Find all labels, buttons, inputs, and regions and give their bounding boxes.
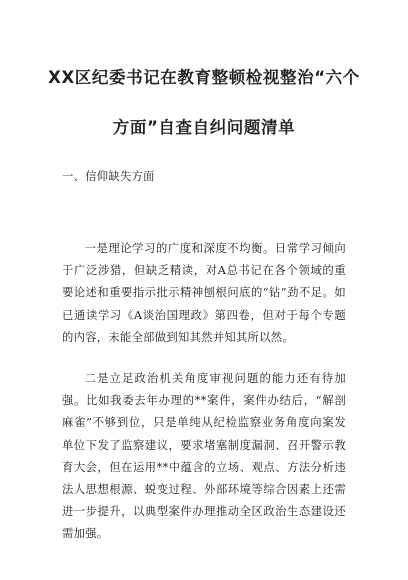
paragraph-2: 二是立足政治机关角度审视问题的能力还有待加强。比如我委去年办理的**案件，案件办结后，“解剖麻雀”不够到位，只是单纯从纪检监察业务角度向案发单位下发了监察建议，要求堵塞制度漏洞、召开警示教育大会，但在运用**中蕴含的立场、观点、方法分析违法人思想根源、蜕变过程、外部环境等综合因素上还需进一步提升，以典型案件办理推动全区政治生态建设还需加强。 bbox=[62, 372, 346, 541]
document-title-line-2: 方面”自查自纠问题清单 bbox=[112, 118, 296, 137]
section-heading: 一、信仰缺失方面 bbox=[62, 170, 155, 183]
document-title-line-1: XX区纪委书记在教育整顿检视整治“六个 bbox=[48, 68, 360, 87]
paragraph-1: 一是理论学习的广度和深度不均衡。日常学习倾向于广泛涉猎，但缺乏精读，对A总书记在各个领域的重要论述和重要指示批示精神刨根问底的“钻”劲不足。如已通读学习《A谈治国理政》第四卷，但对于每个专题的内容，未能全部做到知其然并知其所以然。 bbox=[62, 242, 346, 344]
